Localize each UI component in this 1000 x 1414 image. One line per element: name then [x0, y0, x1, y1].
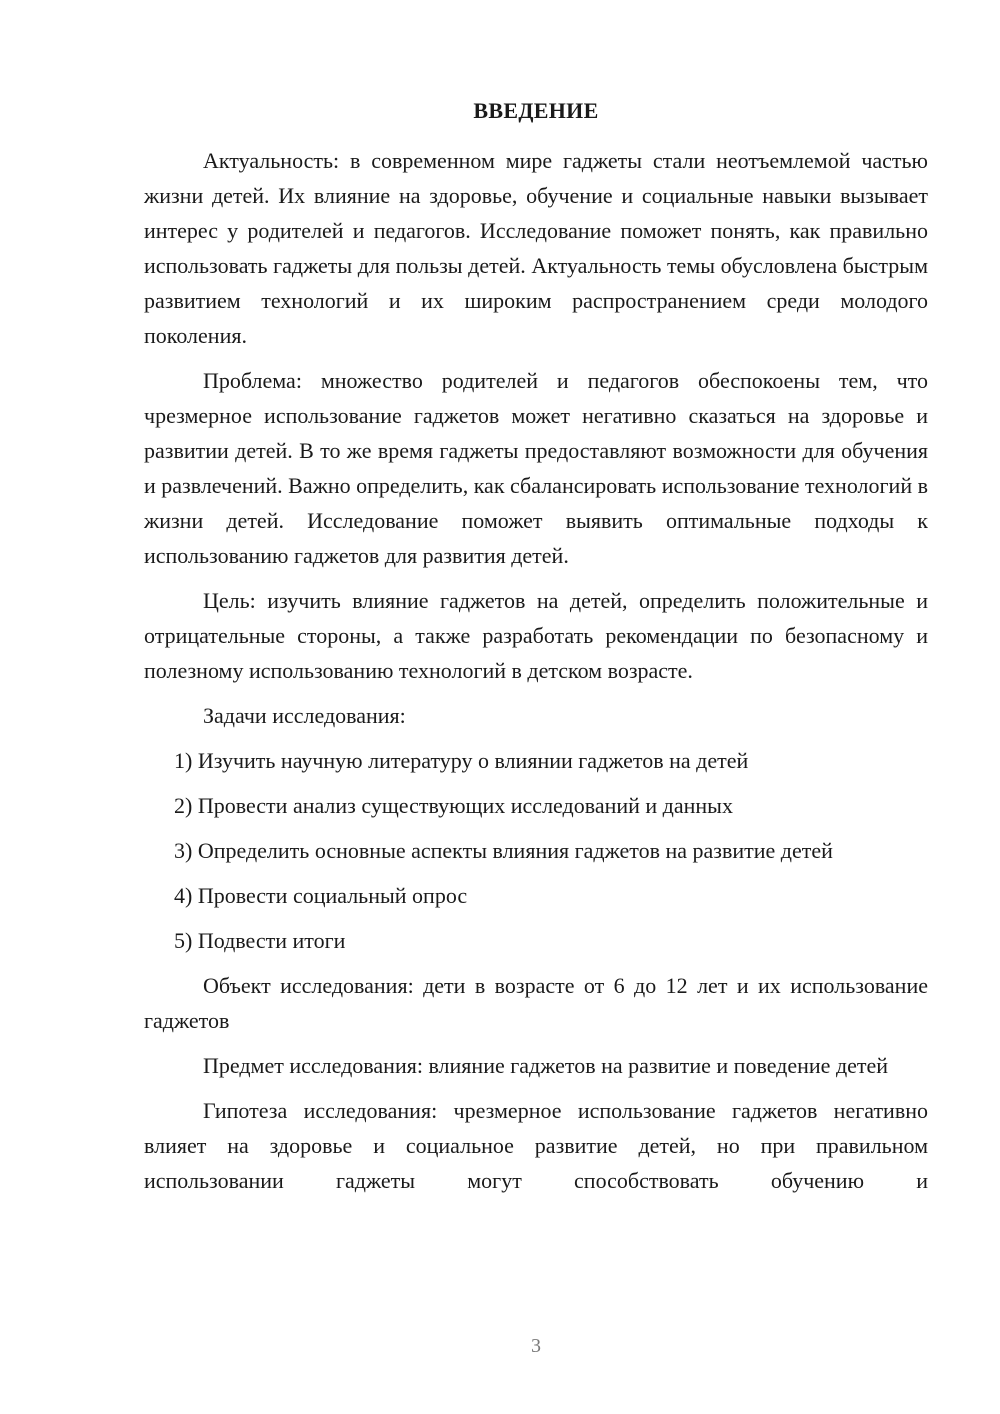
goal-paragraph: Цель: изучить влияние гаджетов на детей, определить положительные и отрицательные стороны, а также разработать рекомендации по безопасному и полезному использованию технологий в детском возрасте. — [144, 588, 928, 683]
list-item: 1) Изучить научную литературу о влиянии гаджетов на детей — [174, 748, 749, 773]
list-item: 2) Провести анализ существующих исследований и данных — [174, 793, 733, 818]
tasks-title: Задачи исследования: — [203, 703, 406, 728]
list-item: 5) Подвести итоги — [174, 928, 346, 953]
hypothesis-paragraph: Гипотеза исследования: чрезмерное использование гаджетов негативно влияет на здоровье и социальное развитие детей, но при правильном использовании гаджеты могут способствовать обучению и — [144, 1098, 928, 1193]
relevance-paragraph: Актуальность: в современном мире гаджеты стали неотъемлемой частью жизни детей. Их влияние на здоровье, обучение и социальные навыки вызывает интерес у родителей и педагогов. Исследование поможет понять, как правильно использовать гаджеты для пользы детей. Актуальность темы обусловлена быстрым развитием технологий и их широким распространением среди молодого поколения. — [144, 148, 928, 348]
problem-paragraph: Проблема: множество родителей и педагогов обеспокоены тем, что чрезмерное использование гаджетов может негативно сказаться на здоровье и развитии детей. В то же время гаджеты предоставляют возможности для обучения и развлечений. Важно определить, как сбалансировать использование технологий в жизни детей. Исследование поможет выявить оптимальные подходы к использованию гаджетов для развития детей. — [144, 368, 928, 568]
subject-paragraph: Предмет исследования: влияние гаджетов на развитие и поведение детей — [203, 1053, 889, 1078]
section-heading: ВВЕДЕНИЕ — [473, 98, 599, 123]
list-item: 3) Определить основные аспекты влияния гаджетов на развитие детей — [174, 838, 833, 863]
object-paragraph: Объект исследования: дети в возрасте от 6 до 12 лет и их использование гаджетов — [144, 973, 928, 1033]
page-number: 3 — [531, 1335, 541, 1357]
document-body — [144, 143, 928, 1208]
list-item: 4) Провести социальный опрос — [174, 883, 468, 908]
tasks-list — [144, 743, 928, 958]
